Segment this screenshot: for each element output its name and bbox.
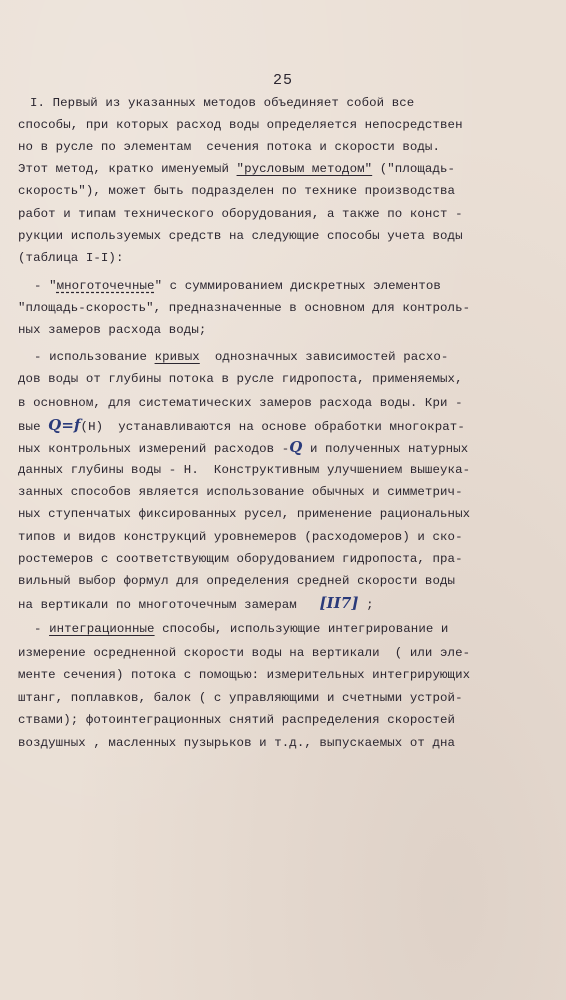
text-span: воздушных , масленных пузырьков и т.д., выпускаемых от дна [18, 736, 456, 750]
text-span: ("площадь- [372, 162, 456, 176]
text-span: "площадь-скорость", предназначенные в основном для контроль- [18, 301, 471, 315]
text-span: дов воды от глубины потока в русле гидропоста, применяемых, [18, 372, 463, 386]
text-span: ных замеров расхода воды; [18, 323, 207, 337]
text-span: штанг, поплавков, балок ( с управляющими и счетными устрой- [18, 691, 463, 705]
text-line [18, 161, 455, 177]
page-number: 25 [272, 72, 293, 89]
underlined-term: кривых [154, 350, 200, 364]
text-span: измерение осредненной скорости воды на вертикали ( или эле- [18, 646, 471, 660]
text-span: занных способов является использование обычных и симметрич- [18, 485, 463, 499]
text-line [18, 462, 470, 478]
text-span: I. Первый из указанных методов объединяет собой все [30, 96, 415, 110]
text-line [18, 506, 470, 522]
text-span: и полученных натурных [302, 442, 469, 456]
text-span: " с суммированием дискретных элементов [154, 279, 441, 293]
text-span: однозначных зависимостей расхо- [199, 350, 449, 364]
text-span: скорость"), может быть подразделен по технике производства [18, 184, 456, 198]
text-span: рукции используемых средств на следующие способы учета воды [18, 229, 463, 243]
text-line [18, 595, 374, 611]
text-span: работ и типам технического оборудования, а также по конст - [18, 207, 463, 221]
handwritten-formula: Q [289, 438, 303, 456]
text-span: - использование [34, 350, 155, 364]
text-line [18, 712, 455, 728]
text-line [18, 250, 124, 266]
text-line [18, 228, 463, 244]
underlined-term: многоточечные [56, 279, 155, 293]
text-span: ростемеров с соответствующим оборудованием гидропоста, пра- [18, 552, 463, 566]
text-line [18, 117, 463, 133]
handwritten-formula: [II7] [319, 594, 359, 612]
text-line [34, 278, 441, 294]
text-span: вые [18, 420, 49, 434]
text-line [18, 484, 463, 500]
text-line [18, 439, 468, 455]
text-span: - " [34, 279, 57, 293]
text-span: (таблица I-I): [18, 251, 124, 265]
underlined-term: "русловым методом" [236, 162, 373, 176]
text-line [18, 690, 463, 706]
text-span: данных глубины воды - Н. Конструктивным улучшением вышеука- [18, 463, 471, 477]
text-line [18, 735, 455, 751]
text-line [18, 183, 455, 199]
text-span: но в русле по элементам сечения потока и скорости воды. [18, 140, 440, 154]
text-span: ных ступенчатых фиксированных русел, применение рациональных [18, 507, 471, 521]
text-line [18, 322, 206, 338]
underlined-term: интеграционные [49, 622, 155, 636]
text-span: ; [358, 598, 374, 612]
text-span: типов и видов конструкций уровнемеров (расходомеров) и ско- [18, 530, 463, 544]
text-line [18, 371, 463, 387]
text-span: ных контрольных измерений расходов - [18, 442, 290, 456]
text-span: (Н) устанавливаются на основе обработки многократ- [80, 420, 465, 434]
text-line [18, 417, 465, 433]
text-line [18, 645, 470, 661]
text-span: вильный выбор формул для определения средней скорости воды [18, 574, 456, 588]
handwritten-formula: Q=f [48, 416, 81, 434]
text-span: на вертикали по многоточечным замерам [18, 598, 320, 612]
text-line [34, 621, 448, 637]
text-line [18, 139, 440, 155]
text-span: способы, при которых расход воды определяется непосредствен [18, 118, 463, 132]
text-span: способы, использующие интегрирование и [154, 622, 449, 636]
text-line [34, 349, 448, 365]
text-span: в основном, для систематических замеров расхода воды. Кри - [18, 396, 463, 410]
text-span: менте сечения) потока с помощью: измерительных интегрирующих [18, 668, 471, 682]
text-line [18, 551, 463, 567]
text-line [18, 573, 455, 589]
text-line [18, 667, 470, 683]
text-line [30, 95, 414, 111]
text-line [18, 300, 470, 316]
text-span: ствами); фотоинтеграционных снятий распределения скоростей [18, 713, 456, 727]
text-span: Этот метод, кратко именуемый [18, 162, 237, 176]
text-line [18, 529, 463, 545]
text-line [18, 395, 463, 411]
text-span: - [34, 622, 50, 636]
text-line [18, 206, 463, 222]
